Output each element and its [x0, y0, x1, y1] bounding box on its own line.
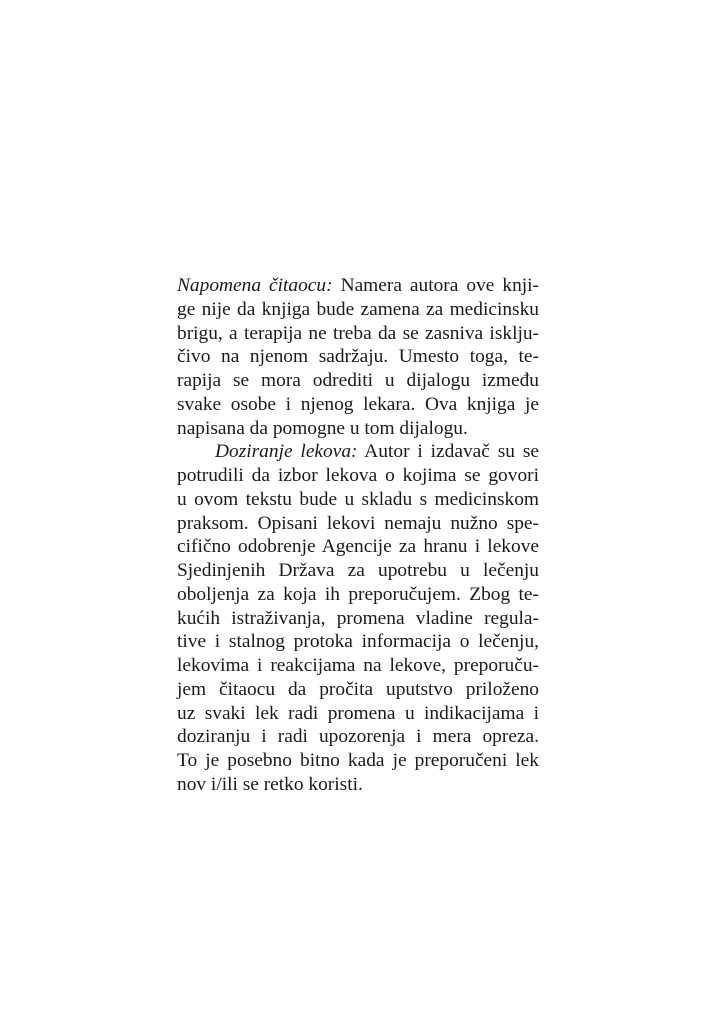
p2-line-8: kućih istraživanja, promena vladine regula-	[177, 607, 539, 629]
p2-line-10: lekovima i reakcijama na lekove, preporuču-	[177, 655, 539, 676]
p1-line-5: rapija se mora odrediti u dijalogu između	[177, 370, 539, 391]
p2-line-9: tive i stalnog protoka informacija o lečenju,	[177, 631, 539, 653]
p1-line-6: svake osobe i njenog lekara. Ova knjiga je	[177, 393, 539, 415]
p2-line-5: cifično odobrenje Agencije za hranu i lekove	[177, 536, 539, 558]
p1-line-1	[177, 274, 539, 298]
p1-line-4: čivo na njenom sadržaju. Umesto toga, te-	[177, 346, 539, 368]
p2-line-7: oboljenja za koja ih preporučujem. Zbog te-	[177, 583, 539, 605]
p2-line-13: doziranju i radi upozorenja i mera opreza.	[177, 726, 539, 748]
p2-line-14: To je posebno bitno kada je preporučeni lek	[177, 750, 539, 771]
p2-line-1-text: Autor i izdavač su se	[357, 441, 539, 463]
p2-line-1	[177, 440, 539, 464]
p2-line-11: jem čitaocu da pročita uputstvo priloženo	[177, 678, 539, 700]
p1-line-3: brigu, a terapija ne treba da se zasniva isklju-	[177, 322, 539, 344]
p1-label: Napomena čitaocu:	[177, 275, 333, 296]
reader-note-text	[177, 274, 539, 797]
p1-line-7: napisana da pomogne u tom dijalogu.	[177, 417, 468, 439]
p1-line-1-text: Namera autora ove knji-	[332, 275, 539, 296]
p2-line-3: u ovom tekstu bude u skladu s medicinskom	[177, 488, 539, 510]
p1-line-2: ge nije da knjiga bude zamena za medicinsku	[177, 298, 539, 320]
p2-line-6: Sjedinjenih Država za upotrebu u lečenju	[177, 560, 539, 581]
p2-line-15: nov i/ili se retko koristi.	[177, 773, 363, 795]
p2-line-2: potrudili da izbor lekova o kojima se govori	[177, 465, 539, 486]
p2-line-12: uz svaki lek radi promena u indikacijama i	[177, 702, 539, 724]
p2-label: Doziranje lekova:	[215, 441, 358, 463]
p2-line-4: praksom. Opisani lekovi nemaju nužno spe-	[177, 512, 539, 534]
